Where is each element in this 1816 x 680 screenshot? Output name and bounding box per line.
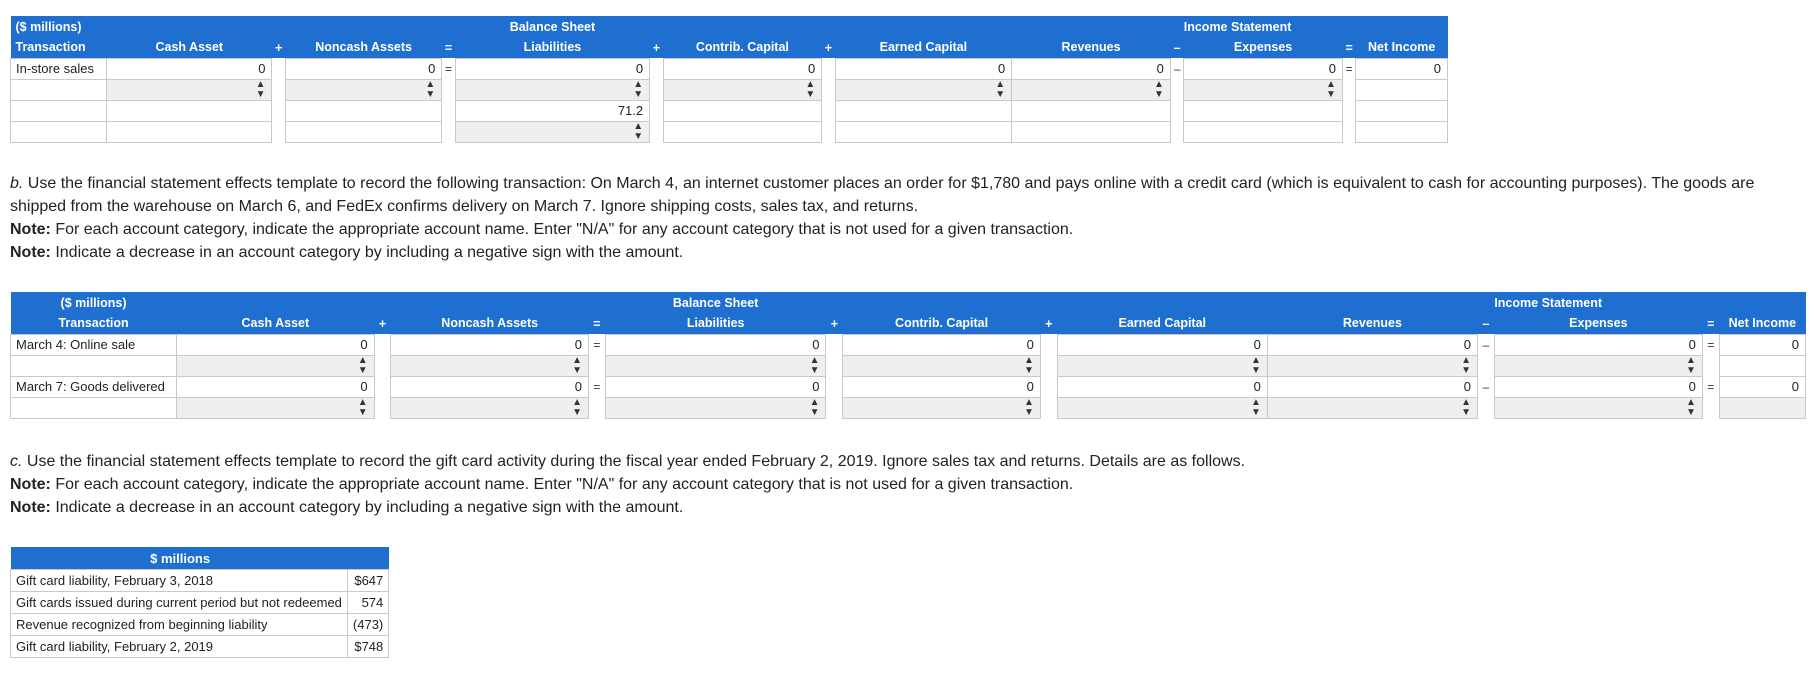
noncash-assets-input[interactable]: 0 bbox=[391, 334, 589, 355]
liabilities-account-select[interactable] bbox=[605, 355, 826, 376]
question-letter: b. bbox=[10, 175, 24, 192]
select-arrow-icon: ▲ ▼ bbox=[809, 354, 820, 376]
column-header-row bbox=[11, 37, 1448, 58]
income-statement-header: Income Statement bbox=[1494, 292, 1702, 313]
noncash-account-select[interactable] bbox=[391, 397, 589, 418]
table-row bbox=[11, 636, 389, 658]
col-equals: = bbox=[1702, 313, 1719, 334]
equals-sign: = bbox=[1345, 61, 1353, 76]
gift-row-label: Gift cards issued during current period but not redeemed bbox=[11, 592, 348, 614]
col-plus: + bbox=[822, 37, 835, 58]
expenses-account-select[interactable] bbox=[1184, 79, 1343, 100]
contrib-account-select[interactable] bbox=[663, 79, 822, 100]
gift-card-table bbox=[10, 547, 389, 658]
col-transaction: Transaction bbox=[11, 313, 177, 334]
col-liabilities: Liabilities bbox=[455, 37, 649, 58]
balance-sheet-header: Balance Sheet bbox=[605, 292, 826, 313]
note: Note: For each account category, indicate the appropriate account name. Enter "N/A" for any account category that is not used for a given transaction. bbox=[10, 476, 1074, 493]
col-equals: = bbox=[588, 313, 605, 334]
table-row bbox=[11, 100, 1448, 121]
note: Note: For each account category, indicate the appropriate account name. Enter "N/A" for any account category that is not used for a given transaction. bbox=[10, 221, 1074, 238]
revenues-input[interactable] bbox=[1012, 100, 1171, 121]
contrib-capital-input[interactable] bbox=[663, 100, 822, 121]
net-income-input[interactable] bbox=[1356, 100, 1448, 121]
question-letter: c. bbox=[10, 453, 23, 470]
select-arrow-icon: ▲ ▼ bbox=[995, 78, 1006, 100]
fse-table-a bbox=[10, 16, 1448, 143]
noncash-account-select[interactable] bbox=[391, 355, 589, 376]
liabilities-input[interactable]: 0 bbox=[605, 334, 826, 355]
equals-sign: = bbox=[1707, 379, 1715, 394]
col-plus: + bbox=[650, 37, 663, 58]
noncash-assets-input[interactable]: 0 bbox=[285, 58, 441, 79]
contrib-account-select[interactable] bbox=[843, 355, 1041, 376]
expenses-account-select[interactable] bbox=[1494, 355, 1702, 376]
select-arrow-icon: ▲ ▼ bbox=[1686, 396, 1696, 418]
select-arrow-icon: ▲ ▼ bbox=[357, 354, 368, 376]
liabilities-account-select[interactable] bbox=[455, 79, 649, 100]
table-row bbox=[11, 592, 389, 614]
noncash-assets-input[interactable]: 0 bbox=[391, 376, 589, 397]
instructions-b bbox=[10, 172, 1810, 264]
select-arrow-icon: ▲ ▼ bbox=[633, 120, 644, 142]
expenses-input[interactable]: 0 bbox=[1494, 376, 1702, 397]
col-minus: – bbox=[1478, 313, 1495, 334]
question-b-text: b. Use the financial statement effects template to record the following transaction: On March 4, an internet customer places an order for $1,780 and pays online with a credit card (which is equivalent to cash for accounting purposes). The goods are shipped from the warehouse on March 6, and FedEx confirms delivery on March 7. Ignore shipping costs, sales tax, and returns. bbox=[10, 175, 1755, 215]
transaction-label: March 7: Goods delivered bbox=[11, 376, 177, 397]
minus-sign: – bbox=[1173, 61, 1181, 76]
note: Note: Indicate a decrease in an account category by including a negative sign with the amount. bbox=[10, 499, 684, 516]
column-header-row bbox=[11, 313, 1806, 334]
earned-capital-input[interactable] bbox=[835, 100, 1012, 121]
expenses-input[interactable]: 0 bbox=[1184, 58, 1343, 79]
earned-capital-input[interactable]: 0 bbox=[1057, 376, 1267, 397]
transaction-label: March 4: Online sale bbox=[11, 334, 177, 355]
group-header-row bbox=[11, 292, 1806, 313]
minus-sign: – bbox=[1482, 379, 1490, 394]
expenses-input[interactable]: 0 bbox=[1494, 334, 1702, 355]
col-plus: + bbox=[826, 313, 843, 334]
gift-row-value: $647 bbox=[347, 570, 388, 592]
select-arrow-icon: ▲ ▼ bbox=[1153, 78, 1164, 100]
liabilities-input[interactable]: 71.2 bbox=[455, 100, 649, 121]
contrib-capital-input[interactable]: 0 bbox=[843, 334, 1041, 355]
gift-row-value: 574 bbox=[347, 592, 388, 614]
col-plus: + bbox=[272, 37, 285, 58]
revenues-account-select[interactable] bbox=[1267, 355, 1477, 376]
revenues-input[interactable]: 0 bbox=[1267, 376, 1477, 397]
col-plus: + bbox=[374, 313, 391, 334]
col-earned-capital: Earned Capital bbox=[1057, 313, 1267, 334]
select-arrow-icon: ▲ ▼ bbox=[809, 396, 820, 418]
col-transaction: Transaction bbox=[11, 37, 107, 58]
col-plus: + bbox=[1040, 313, 1057, 334]
table-row bbox=[11, 355, 1806, 376]
note: Note: Indicate a decrease in an account category by including a negative sign with the amount. bbox=[10, 244, 684, 261]
gift-row-label: Gift card liability, February 2, 2019 bbox=[11, 636, 348, 658]
table-row bbox=[11, 397, 1806, 418]
select-arrow-icon: ▲ ▼ bbox=[1461, 396, 1472, 418]
select-arrow-icon: ▲ ▼ bbox=[572, 354, 582, 376]
equals-sign: = bbox=[593, 337, 601, 352]
gift-table-header: $ millions bbox=[11, 547, 389, 570]
col-minus: – bbox=[1170, 37, 1183, 58]
contrib-capital-input[interactable]: 0 bbox=[663, 58, 822, 79]
earned-account-select[interactable] bbox=[835, 79, 1012, 100]
noncash-account-select[interactable] bbox=[285, 79, 441, 100]
units-label: ($ millions) bbox=[11, 16, 107, 37]
select-arrow-icon: ▲ ▼ bbox=[1686, 354, 1696, 376]
liabilities-account-select[interactable] bbox=[455, 121, 649, 142]
equals-sign: = bbox=[1707, 337, 1715, 352]
table-row bbox=[11, 58, 1448, 79]
net-income-input[interactable]: 0 bbox=[1719, 376, 1805, 397]
revenues-input[interactable]: 0 bbox=[1012, 58, 1171, 79]
expenses-account-select[interactable] bbox=[1494, 397, 1702, 418]
select-arrow-icon: ▲ ▼ bbox=[633, 78, 644, 100]
col-cash-asset: Cash Asset bbox=[177, 313, 375, 334]
col-noncash-assets: Noncash Assets bbox=[391, 313, 589, 334]
cash-asset-input[interactable]: 0 bbox=[177, 376, 375, 397]
select-arrow-icon: ▲ ▼ bbox=[805, 78, 816, 100]
earned-capital-input[interactable]: 0 bbox=[835, 58, 1012, 79]
table-row bbox=[11, 376, 1806, 397]
earned-capital-input[interactable]: 0 bbox=[1057, 334, 1267, 355]
net-income-input[interactable]: 0 bbox=[1356, 58, 1448, 79]
select-arrow-icon: ▲ ▼ bbox=[1023, 396, 1034, 418]
fse-table-b bbox=[10, 292, 1806, 419]
gift-row-label: Gift card liability, February 3, 2018 bbox=[11, 570, 348, 592]
expenses-input[interactable] bbox=[1184, 100, 1343, 121]
gift-row-value: $748 bbox=[347, 636, 388, 658]
col-net-income: Net Income bbox=[1356, 37, 1448, 58]
cash-account-select[interactable] bbox=[177, 355, 375, 376]
col-expenses: Expenses bbox=[1494, 313, 1702, 334]
select-arrow-icon: ▲ ▼ bbox=[255, 78, 266, 100]
col-expenses: Expenses bbox=[1184, 37, 1343, 58]
cash-asset-input[interactable]: 0 bbox=[107, 58, 272, 79]
col-equals: = bbox=[442, 37, 455, 58]
minus-sign: – bbox=[1482, 337, 1490, 352]
col-liabilities: Liabilities bbox=[605, 313, 826, 334]
earned-account-select[interactable] bbox=[1057, 355, 1267, 376]
cash-asset-input[interactable]: 0 bbox=[177, 334, 375, 355]
select-arrow-icon: ▲ ▼ bbox=[1250, 354, 1261, 376]
col-net-income: Net Income bbox=[1719, 313, 1805, 334]
balance-sheet-header: Balance Sheet bbox=[455, 16, 649, 37]
col-contrib-capital: Contrib. Capital bbox=[663, 37, 822, 58]
select-arrow-icon: ▲ ▼ bbox=[572, 396, 582, 418]
earned-account-select[interactable] bbox=[1057, 397, 1267, 418]
table-row bbox=[11, 570, 389, 592]
col-earned-capital: Earned Capital bbox=[835, 37, 1012, 58]
revenues-input[interactable]: 0 bbox=[1267, 334, 1477, 355]
col-contrib-capital: Contrib. Capital bbox=[843, 313, 1041, 334]
cash-asset-input[interactable] bbox=[107, 100, 272, 121]
gift-row-value: (473) bbox=[347, 614, 388, 636]
transaction-label: In-store sales bbox=[11, 58, 107, 79]
gift-row-label: Revenue recognized from beginning liability bbox=[11, 614, 348, 636]
liabilities-input[interactable]: 0 bbox=[455, 58, 649, 79]
liabilities-input[interactable]: 0 bbox=[605, 376, 826, 397]
select-arrow-icon: ▲ ▼ bbox=[425, 78, 436, 100]
noncash-assets-input[interactable] bbox=[285, 100, 441, 121]
revenues-account-select[interactable] bbox=[1267, 397, 1477, 418]
revenues-account-select[interactable] bbox=[1012, 79, 1171, 100]
select-arrow-icon: ▲ ▼ bbox=[1250, 396, 1261, 418]
equals-sign: = bbox=[593, 379, 601, 394]
cash-account-select[interactable] bbox=[107, 79, 272, 100]
col-noncash-assets: Noncash Assets bbox=[285, 37, 441, 58]
income-statement-header: Income Statement bbox=[1184, 16, 1343, 37]
select-arrow-icon: ▲ ▼ bbox=[357, 396, 368, 418]
col-cash-asset: Cash Asset bbox=[107, 37, 272, 58]
question-c-text: c. Use the financial statement effects template to record the gift card activity during the fiscal year ended February 2, 2019. Ignore sales tax and returns. Details are as follows. bbox=[10, 453, 1246, 470]
liabilities-account-select[interactable] bbox=[605, 397, 826, 418]
instructions-c bbox=[10, 450, 1810, 519]
select-arrow-icon: ▲ ▼ bbox=[1326, 78, 1336, 100]
table-row bbox=[11, 614, 389, 636]
net-income-input[interactable]: 0 bbox=[1719, 334, 1805, 355]
equals-sign: = bbox=[445, 61, 453, 76]
units-label: ($ millions) bbox=[11, 292, 177, 313]
table-row bbox=[11, 334, 1806, 355]
col-revenues: Revenues bbox=[1012, 37, 1171, 58]
group-header-row bbox=[11, 16, 1448, 37]
col-equals: = bbox=[1342, 37, 1355, 58]
col-revenues: Revenues bbox=[1267, 313, 1477, 334]
select-arrow-icon: ▲ ▼ bbox=[1023, 354, 1034, 376]
select-arrow-icon: ▲ ▼ bbox=[1461, 354, 1472, 376]
contrib-capital-input[interactable]: 0 bbox=[843, 376, 1041, 397]
table-row bbox=[11, 79, 1448, 100]
table-row bbox=[11, 121, 1448, 142]
cash-account-select[interactable] bbox=[177, 397, 375, 418]
contrib-account-select[interactable] bbox=[843, 397, 1041, 418]
